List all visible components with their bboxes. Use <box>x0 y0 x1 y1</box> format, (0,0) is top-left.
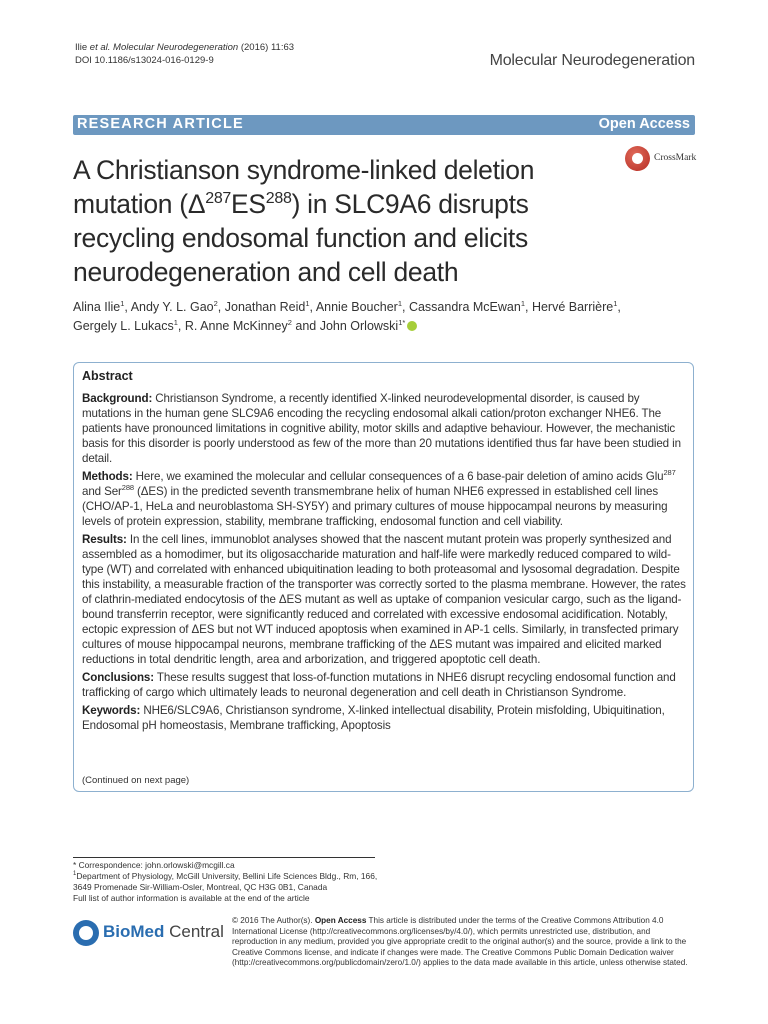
license-text: © 2016 The Author(s). Open Access This article is distributed under the terms of the Creative Commons Attribution 4.0 International License (http://creativecommons.org/licenses/by/4.0/), which permits unrestricted use, distribution, and reproduction in any medium, provided you give appropriate credit to the original author(s) and the source, provide a link to the Creative Commons license, and indicate if changes were made. The Creative Commons Public Domain Dedication waiver (http://creativecommons.org/publicdomain/zero/1.0/) applies to the data made available in this article, unless otherwise stated. <box>232 916 688 968</box>
title-sup1: 287 <box>205 190 232 208</box>
abstract-keywords: Keywords: NHE6/SLC9A6, Christianson syndrome, X-linked intellectual disability, Protein misfolding, Ubiquitination, Endosomal pH homeostasis, Membrane trafficking, Apoptosis <box>82 704 665 732</box>
author-info-note: Full list of author information is available at the end of the article <box>73 893 310 903</box>
correspondence[interactable]: * Correspondence: john.orlowski@mcgill.ca <box>73 860 235 870</box>
article-type-band <box>73 115 695 135</box>
article-title <box>73 153 613 289</box>
orcid-icon[interactable] <box>407 321 417 331</box>
title-part1: A Christianson syndrome-linked deletion mutation (Δ <box>73 155 535 219</box>
title-sup2: 288 <box>265 190 292 208</box>
crossmark-label: CrossMark <box>654 153 697 163</box>
citation-etal: et al. <box>89 42 111 53</box>
abstract-methods: Methods: Here, we examined the molecular and cellular consequences of a 6 base-pair deletion of amino acids Glu$^{287}$ and Ser$^{288}$ (ΔES) in the predicted seventh transmembrane helix of human NHE6 expressed in established cell lines (CHO/AP-1, HeLa and neuroblastoma SH-SY5Y) and primary cultures of mouse hippocampal neurons by measuring levels of protein expression, stability, membrane trafficking, endosomal function and cell viability. <box>82 468 676 528</box>
doi[interactable]: DOI 10.1186/s13024-016-0129-9 <box>75 55 214 66</box>
author[interactable]: Annie Boucher <box>315 300 398 314</box>
abstract-heading: Abstract <box>82 369 133 383</box>
abstract-background: Background: Christianson Syndrome, a recently identified X-linked neurodevelopmental disorder, is caused by mutations in the human gene SLC9A6 encoding the recycling endosomal alkali cation/proton exchanger NHE6. The patients have pronounced limitations in cognitive ability, motor skills and adaptive behaviour. However, the mechanistic basis for this disorder is poorly understood as few of the more than 20 mutations identified thus far have been studied in detail. <box>82 392 681 465</box>
footnote-divider <box>73 857 375 858</box>
author[interactable]: R. Anne McKinney <box>184 319 288 333</box>
author-list: Alina Ilie$^1$, Andy Y. L. Gao$^2$, Jonathan Reid$^1$, Annie Boucher$^1$, Cassandra McEwan$^1$, Hervé Barrière$^1$, Gergely L. Lukacs$^1$, R. Anne McKinney$^2$ and John Orlowski$^{1*}$ <box>73 298 621 333</box>
abstract-body <box>82 391 686 736</box>
author[interactable]: Jonathan Reid <box>224 300 306 314</box>
citation-year-volume: (2016) 11:63 <box>240 42 295 53</box>
journal-name: Molecular Neurodegeneration <box>489 52 695 69</box>
citation-authors: Ilie <box>75 42 88 53</box>
crossmark-button[interactable] <box>625 145 729 173</box>
continued-note: (Continued on next page) <box>82 775 190 786</box>
citation-journal: Molecular Neurodegeneration <box>113 42 239 53</box>
author[interactable]: Cassandra McEwan <box>408 300 521 314</box>
author[interactable]: Gergely L. Lukacs <box>73 319 174 333</box>
title-part2: ES <box>231 189 266 219</box>
title-part3: ) in SLC9A6 disrupts recycling endosomal function and elicits neurodegeneration and cell death <box>73 189 529 287</box>
author[interactable]: Alina Ilie <box>73 300 121 314</box>
abstract-results: Results: In the cell lines, immunoblot analyses showed that the nascent mutant protein was properly synthesized and assembled as a homodimer, but its oligosaccharide maturation and half-life were markedly reduced compared to wild-type (WT) and correlated with enhanced ubiquitination leading to both proteasomal and lysosomal degradation. Despite this instability, a measurable fraction of the transporter was correctly sorted to the plasma membrane. However, the rates of clathrin-mediated endocytosis of the ΔES mutant as well as uptake of companion vesicular cargo, such as the ligand-bound transferrin receptor, were significantly reduced and correlated with excessive endosomal acidification. Notably, ectopic expression of ΔES but not WT induced apoptosis when examined in AP-1 cells. Similarly, in transfected primary cultures of mouse hippocampal neurons, membrane trafficking of the ΔES mutant was impaired and elicited marked reductions in total dendritic length, area and arborization, and triggered apoptotic cell death. <box>82 533 686 666</box>
citation <box>75 41 294 67</box>
open-access-label: Open Access <box>598 116 690 132</box>
author[interactable]: Hervé Barrière <box>531 300 614 314</box>
biomed-central-logo[interactable]: BioMed Central <box>73 918 223 950</box>
author[interactable]: Andy Y. L. Gao <box>130 300 214 314</box>
affiliation: Department of Physiology, McGill University, Bellini Life Sciences Bldg., Rm, 166, 3649 Promenade Sir-William-Osler, Montreal, QC H3G 0B1, Canada <box>73 871 378 892</box>
biomed-central-icon <box>73 920 99 946</box>
crossmark-icon <box>625 146 650 171</box>
abstract-conclusions: Conclusions: These results suggest that loss-of-function mutations in NHE6 disrupt recycling endosomal function and trafficking of cargo which ultimately leads to neuronal degeneration and cell death in Christianson Syndrome. <box>82 671 676 699</box>
article-type: RESEARCH ARTICLE <box>77 116 244 132</box>
footnotes: * Correspondence: john.orlowski@mcgill.ca $^1$Department of Physiology, McGill University, Bellini Life Sciences Bldg., Rm, 166, 3649 Promenade Sir-William-Osler, Montreal, QC H3G 0B1, Canada Full list of author information is available at the end of the article <box>73 860 378 903</box>
author[interactable]: John Orlowski <box>319 319 399 333</box>
